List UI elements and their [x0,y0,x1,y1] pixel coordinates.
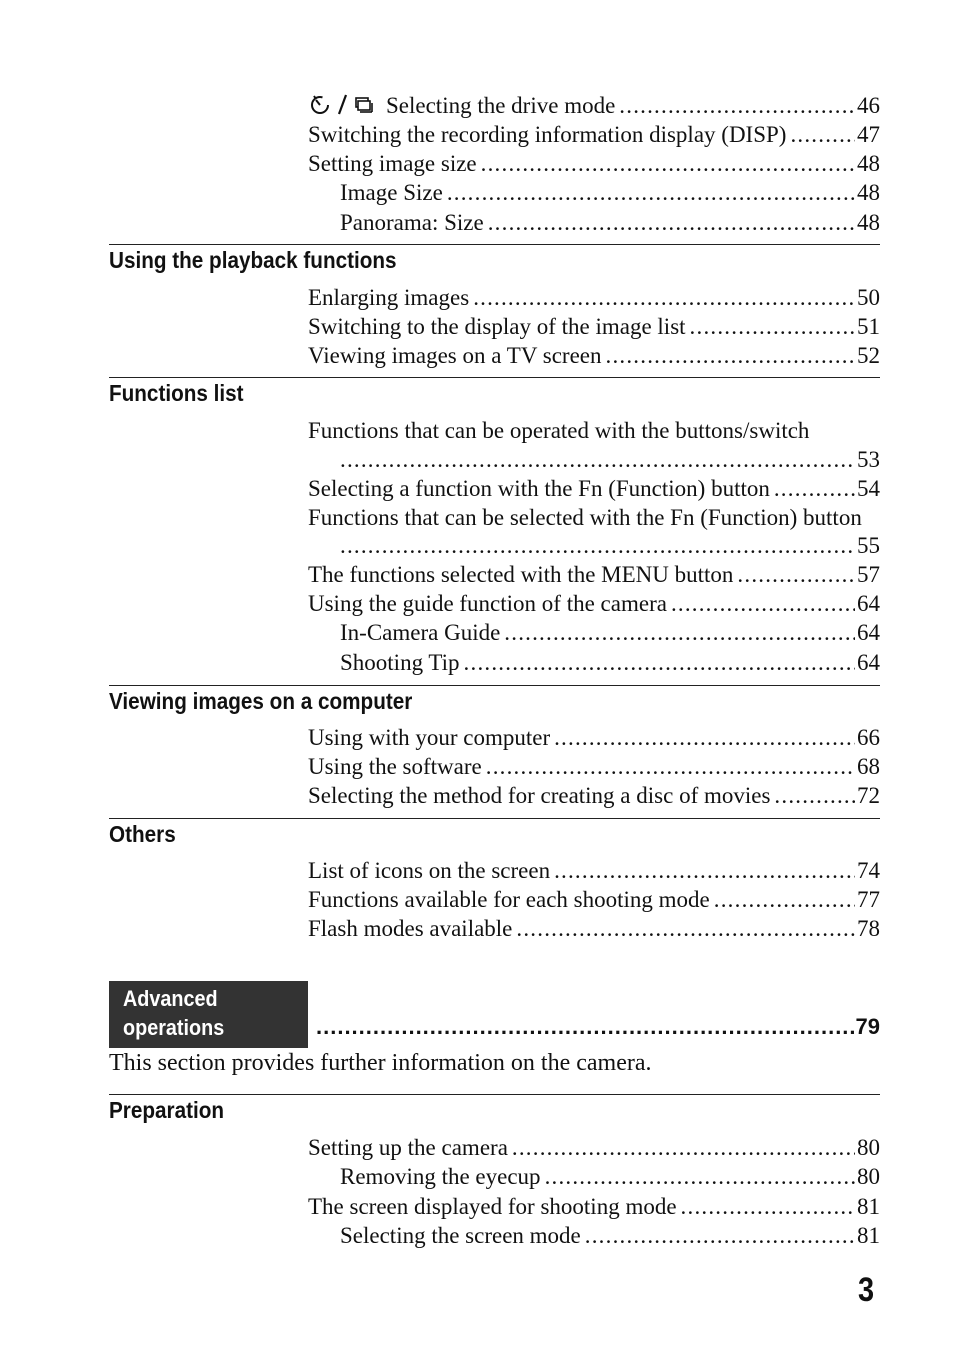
section-heading-functions-list: Functions list [109,380,244,406]
toc-page-number: 47 [857,122,880,147]
toc-page-number: 78 [857,916,880,941]
toc-entry-title: Panorama: Size [340,210,484,235]
toc-entry-menu-button[interactable] [308,561,880,589]
leader-dots [619,92,855,120]
leader-dots [340,446,855,474]
toc-entry-software[interactable] [308,753,880,781]
chapter-tab-advanced-operations[interactable] [109,981,308,1048]
toc-entry-title-buttons-switch[interactable]: Functions that can be operated with the buttons/switch [308,418,810,443]
toc-subentry-selecting-screen-mode[interactable] [340,1222,880,1250]
leader-dots [504,619,855,647]
toc-entry-title: Shooting Tip [340,650,460,675]
leader-dots [671,590,855,618]
toc-page-number: 77 [857,887,880,912]
toc-entry-title: Enlarging images [308,285,470,310]
leader-dots [554,724,855,752]
toc-entry-title: The screen displayed for shooting mode [308,1194,677,1219]
toc-subentry-removing-eyecup[interactable] [340,1163,880,1191]
leader-dots [774,475,855,503]
toc-entry-fn-button[interactable] [308,475,880,503]
toc-page-number: 55 [857,533,880,558]
leader-dots [486,753,855,781]
leader-dots [464,649,855,677]
toc-entry-title: Switching the recording information display (DISP) [308,122,787,147]
toc-subentry-image-size[interactable] [340,179,880,207]
toc-page-number: 81 [857,1223,880,1248]
toc-entry-title: Removing the eyecup [340,1164,541,1189]
chapter-description: This section provides further information on the camera. [109,1050,652,1076]
section-divider [109,377,880,378]
toc-page-number: 72 [857,783,880,808]
leader-dots [512,1134,855,1162]
leader-dots [554,857,855,885]
section-heading-preparation: Preparation [109,1097,225,1123]
toc-entry-title: Selecting the screen mode [340,1223,581,1248]
leader-dots [447,179,855,207]
toc-page-number: 64 [857,620,880,645]
toc-page-number: 80 [857,1164,880,1189]
toc-entry-title: Selecting the drive mode [386,93,616,118]
toc-entry-list-of-icons[interactable] [308,857,880,885]
toc-entry-title: Viewing images on a TV screen [308,343,602,368]
toc-page-number: 66 [857,725,880,750]
toc-entry-functions-available[interactable] [308,886,880,914]
toc-entry-title: Functions available for each shooting mode [308,887,710,912]
toc-page-number: 46 [857,93,880,118]
leader-dots [790,121,855,149]
toc-entry-tv-screen[interactable] [308,342,880,370]
section-divider [109,685,880,686]
leader-dots [585,1222,855,1250]
toc-subentry-panorama-size[interactable] [340,209,880,237]
leader-dots [481,150,855,178]
leader-dots [516,915,855,943]
leader-dots [340,532,855,560]
toc-entry-flash-modes[interactable] [308,915,880,943]
toc-entry-title: Setting up the camera [308,1135,508,1160]
chapter-page-number: 79 [855,1014,880,1039]
leader-dots [774,782,855,810]
toc-entry-title: Using with your computer [308,725,551,750]
toc-entry-title-fn-selected[interactable]: Functions that can be selected with the Fn (Function) button [308,505,862,530]
toc-page-number: 74 [857,858,880,883]
toc-page-number: 48 [857,151,880,176]
leader-dots [316,1012,856,1042]
toc-page-number: 81 [857,1194,880,1219]
leader-dots [714,886,855,914]
chapter-tab-line: operations [123,1015,225,1040]
leader-dots [690,313,855,341]
section-heading-playback: Using the playback functions [109,247,397,273]
leader-dots [488,209,855,237]
leader-dots [545,1163,855,1191]
toc-page-number: 48 [857,210,880,235]
toc-page-number: 64 [857,591,880,616]
leader-dots [681,1193,855,1221]
toc-entry-title: Selecting the method for creating a disc of movies [308,783,771,808]
self-timer-and-continuous-shooting-icon [308,92,378,120]
toc-entry-title: Using the guide function of the camera [308,591,667,616]
section-divider [109,1094,880,1095]
toc-entry-title: The functions selected with the MENU button [308,562,734,587]
toc-subentry-in-camera-guide[interactable] [340,619,880,647]
toc-entry-title: Switching to the display of the image list [308,314,686,339]
toc-entry-drive-mode[interactable] [308,92,880,120]
toc-page-number: 50 [857,285,880,310]
chapter-leader[interactable] [316,1012,880,1042]
toc-entry-continuation[interactable] [340,446,880,474]
toc-entry-using-computer[interactable] [308,724,880,752]
toc-page-number: 54 [857,476,880,501]
toc-entry-title: Using the software [308,754,482,779]
toc-entry-title: In-Camera Guide [340,620,501,645]
toc-page-number: 53 [857,447,880,472]
toc-entry-title: Setting image size [308,151,477,176]
section-heading-others: Others [109,821,176,847]
toc-page-number: 68 [857,754,880,779]
toc-page-number: 64 [857,650,880,675]
page-number: 3 [858,1271,875,1309]
toc-page-number: 57 [857,562,880,587]
toc-entry-disc-of-movies[interactable] [308,782,880,810]
toc-entry-setting-up-camera[interactable] [308,1134,880,1162]
toc-entry-enlarging[interactable] [308,284,880,312]
section-heading-computer: Viewing images on a computer [109,688,413,714]
toc-page-number: 51 [857,314,880,339]
section-divider [109,244,880,245]
section-divider [109,818,880,819]
toc-entry-disp[interactable] [308,121,880,149]
toc-subentry-shooting-tip[interactable] [340,649,880,677]
toc-page-number: 80 [857,1135,880,1160]
leader-dots [737,561,855,589]
toc-entry-title: List of icons on the screen [308,858,551,883]
toc-entry-title: Flash modes available [308,916,513,941]
leader-dots [473,284,855,312]
chapter-tab-line: Advanced [123,986,218,1011]
toc-entry-image-list[interactable] [308,313,880,341]
toc-entry-title: Image Size [340,180,443,205]
leader-dots [606,342,856,370]
toc-entry-image-size[interactable] [308,150,880,178]
toc-entry-title: Selecting a function with the Fn (Function) button [308,476,770,501]
toc-entry-guide-function[interactable] [308,590,880,618]
toc-page-number: 48 [857,180,880,205]
toc-page-number: 52 [857,343,880,368]
toc-entry-continuation[interactable] [340,532,880,560]
toc-entry-screen-shooting-mode[interactable] [308,1193,880,1221]
